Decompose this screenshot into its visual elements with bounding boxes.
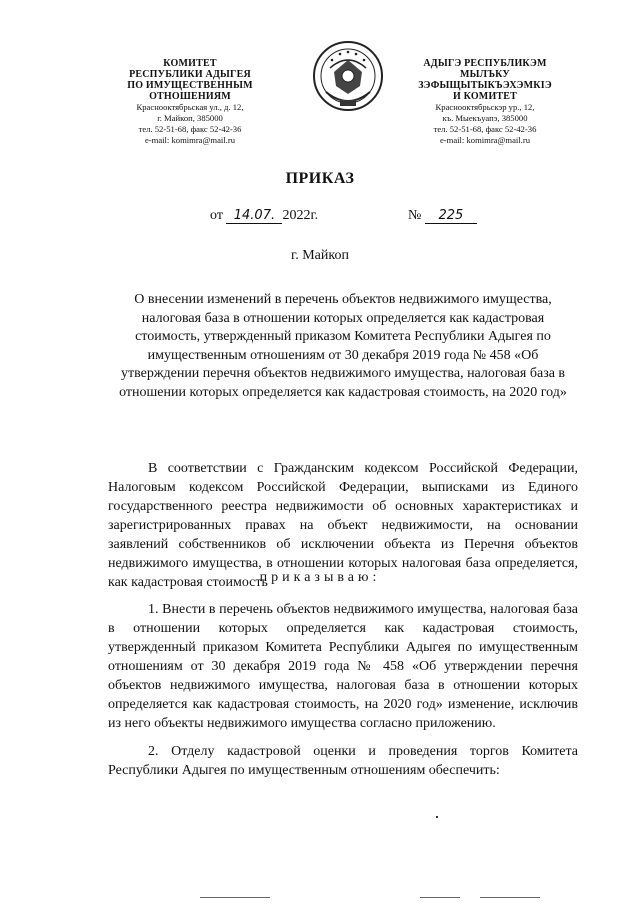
- org-name-line: КОМИТЕТ: [163, 58, 217, 69]
- date-handwritten: 14.07.: [226, 208, 282, 224]
- document-city: г. Майкоп: [291, 248, 349, 263]
- number-handwritten: 225: [425, 208, 477, 224]
- order-word: приказываю:: [259, 570, 381, 585]
- footer-line: [200, 897, 270, 898]
- date-line: [210, 208, 318, 224]
- org-name-line: ПО ИМУЩЕСТВЕННЫМ ОТНОШЕНИЯМ: [127, 80, 253, 102]
- footer-line: [420, 897, 460, 898]
- footer-line: [480, 897, 540, 898]
- preamble-paragraph: В соответствии с Гражданским кодексом Российской Федерации, Налоговым кодексом Российской Федерации, выписками из Единого государственного реестра недвижимости об основных характеристиках и зарегистрированных правах на объект недвижимости, на основании заявлений собственников об исключении объекта из Перечня объектов недвижимого имущества, в отношении которых налоговая база определяется, как кадастровая стоимость: [108, 461, 578, 590]
- org-address: Краснооктябрьская ул., д. 12,: [136, 102, 244, 112]
- org-phone: тел. 52-51-68, факс 52-42-36: [138, 124, 242, 134]
- org-name-line: РЕСПУБЛИКИ АДЫГЕЯ: [129, 69, 251, 80]
- org-email: e-mail: komimra@mail.ru: [144, 135, 235, 145]
- org-name-line: МЫЛЪКУ ЗЭФЫЩЫТЫКЪЭХЭМКIЭ: [418, 69, 552, 91]
- order-item-1: 1. Внести в перечень объектов недвижимого имущества, налоговая база в отношении которых определяется как кадастровая стоимость, утвержденный приказом Комитета Республики Адыгея по имущественным отношениям от 30 декабря 2019 года № 458 «Об утверждении перечня объектов недвижимого имущества, налоговая база в отношении которых определяется как кадастровая стоимость, на 2020 год» изменение, исключив из него объекты недвижимого имущества согласно приложению.: [108, 602, 578, 731]
- header-left-block: [100, 58, 280, 146]
- org-city: г. Майкоп, 385000: [157, 113, 223, 123]
- document-title: ПРИКАЗ: [285, 170, 355, 187]
- org-name-line: АДЫГЭ РЕСПУБЛИКЭМ: [423, 58, 547, 69]
- org-name-line: И КОМИТЕТ: [452, 91, 518, 102]
- order-item-2: 2. Отделу кадастровой оценки и проведения торгов Комитета Республики Адыгея по имущественным отношениям обеспечить:: [108, 744, 578, 778]
- org-email: e-mail: komimra@mail.ru: [439, 135, 530, 145]
- org-address: Краснооктябрьскэр ур., 12,: [435, 102, 535, 112]
- date-suffix: 2022г.: [282, 208, 319, 223]
- header-right-block: [405, 58, 565, 146]
- org-phone: тел. 52-51-68, факс 52-42-36: [433, 124, 537, 134]
- number-line: [408, 208, 477, 224]
- number-prefix: №: [408, 208, 422, 223]
- date-prefix: от: [210, 208, 223, 223]
- org-city: къ. Мыекъуапэ, 385000: [442, 113, 528, 123]
- scan-speck: [436, 816, 438, 818]
- document-subject: О внесении изменений в перечень объектов недвижимого имущества, налоговая база в отношении которых определяется как кадастровая стоимость, утвержденный приказом Комитета Республики Адыгея по имущественным отношениям от 30 декабря 2019 года № 458 «Об утверждении перечня объектов недвижимого имущества, налоговая база в отношении которых определяется как кадастровая стоимость, на 2020 год»: [119, 292, 567, 400]
- coat-of-arms-emblem: [310, 38, 386, 118]
